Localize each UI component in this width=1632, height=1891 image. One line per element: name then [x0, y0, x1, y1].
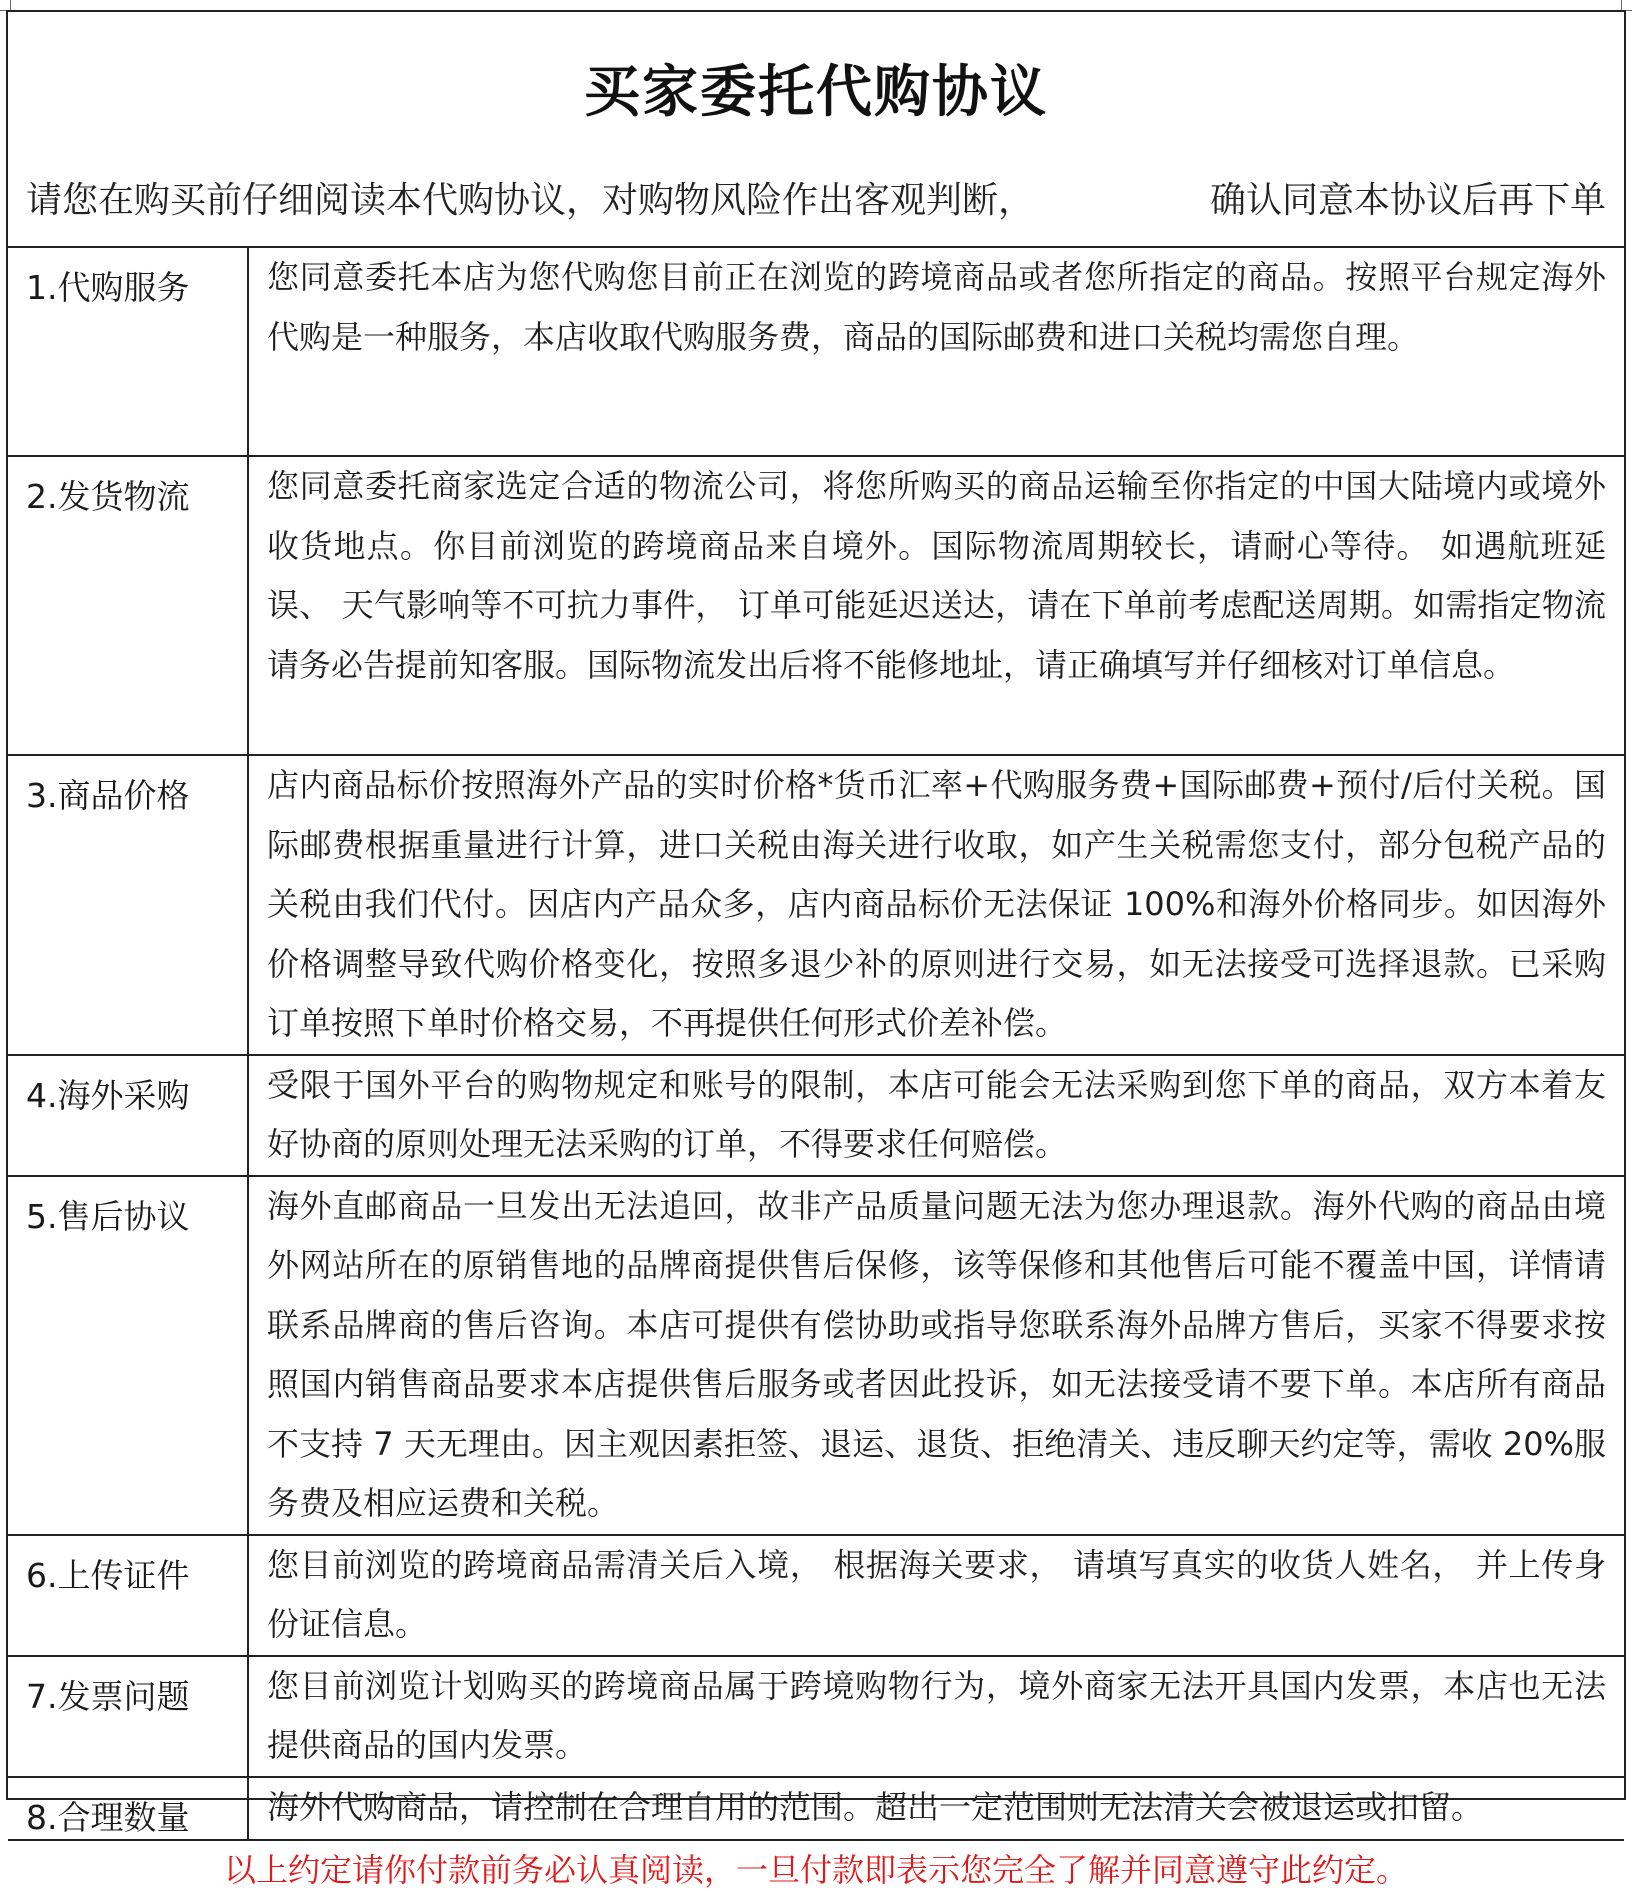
document-subtitle: [26, 172, 1606, 223]
section-label: 7.发票问题: [8, 1656, 248, 1777]
section-text: 您同意委托本店为您代购您目前正在浏览的跨境商品或者您所指定的商品。按照平台规定海外代购是一种服务，本店收取代购服务费，商品的国际邮费和进口关税均需您自理。: [248, 248, 1624, 456]
agreement-document: [6, 10, 1626, 1889]
agreement-table: [8, 248, 1624, 1841]
document-header: [8, 12, 1624, 248]
table-row: [8, 456, 1624, 755]
section-text: 店内商品标价按照海外产品的实时价格*货币汇率+代购服务费+国际邮费+预付/后付关税。国际邮费根据重量进行计算，进口关税由海关进行收取，如产生关税需您支付，部分包税产品的关税由我们代付。因店内产品众多，店内商品标价无法保证 100%和海外价格同步。如因海外价格调整导致代购价格变化，按照多退少补的原则进行交易，如无法接受可选择退款。已采购订单按照下单时价格交易，不再提供任何形式价差补偿。: [248, 755, 1624, 1055]
section-label: 8.合理数量: [8, 1777, 248, 1840]
section-label: 2.发货物流: [8, 456, 248, 755]
footer-notice: 以上约定请你付款前务必认真阅读，一旦付款即表示您完全了解并同意遵守此约定。: [223, 1850, 1408, 1889]
document-title: 买家委托代购协议: [584, 60, 1048, 125]
table-row: [8, 1777, 1624, 1840]
section-text: 您目前浏览的跨境商品需清关后入境， 根据海关要求， 请填写真实的收货人姓名， 并上传身份证信息。: [248, 1535, 1624, 1656]
table-row: [8, 1055, 1624, 1176]
section-text: 海外直邮商品一旦发出无法追回，故非产品质量问题无法为您办理退款。海外代购的商品由境外网站所在的原销售地的品牌商提供售后保修，该等保修和其他售后可能不覆盖中国，详情请联系品牌商的售后咨询。本店可提供有偿协助或指导您联系海外品牌方售后，买家不得要求按照国内销售商品要求本店提供售后服务或者因此投诉，如无法接受请不要下单。本店所有商品不支持 7 天无理由。因主观因素拒签、退运、退货、拒绝清关、违反聊天约定等，需收 20%服务费及相应运费和关税。: [248, 1176, 1624, 1535]
section-text: 受限于国外平台的购物规定和账号的限制，本店可能会无法采购到您下单的商品，双方本着友好协商的原则处理无法采购的订单，不得要求任何赔偿。: [248, 1055, 1624, 1176]
table-row: [8, 1656, 1624, 1777]
section-label: 5.售后协议: [8, 1176, 248, 1535]
subtitle-left: 请您在购买前仔细阅读本代购协议，对购物风险作出客观判断，: [26, 180, 1035, 221]
section-text: 您目前浏览计划购买的跨境商品属于跨境购物行为，境外商家无法开具国内发票，本店也无法提供商品的国内发票。: [248, 1656, 1624, 1777]
table-row: [8, 248, 1624, 456]
table-row: [8, 1535, 1624, 1656]
section-text: 海外代购商品，请控制在合理自用的范围。超出一定范围则无法清关会被退运或扣留。: [248, 1777, 1624, 1840]
table-row: [8, 1176, 1624, 1535]
section-text: 您同意委托商家选定合适的物流公司，将您所购买的商品运输至你指定的中国大陆境内或境外收货地点。你目前浏览的跨境商品来自境外。国际物流周期较长，请耐心等待。 如遇航班延误、 天气影响等不可抗力事件， 订单可能延迟送达，请在下单前考虑配送周期。如需指定物流请务必告提前知客服。国际物流发出后将不能修地址，请正确填写并仔细核对订单信息。: [248, 456, 1624, 755]
section-label: 3.商品价格: [8, 755, 248, 1055]
section-label: 4.海外采购: [8, 1055, 248, 1176]
table-row: [8, 755, 1624, 1055]
section-label: 6.上传证件: [8, 1535, 248, 1656]
section-label: 1.代购服务: [8, 248, 248, 456]
subtitle-right: 确认同意本协议后再下单: [1209, 180, 1606, 221]
